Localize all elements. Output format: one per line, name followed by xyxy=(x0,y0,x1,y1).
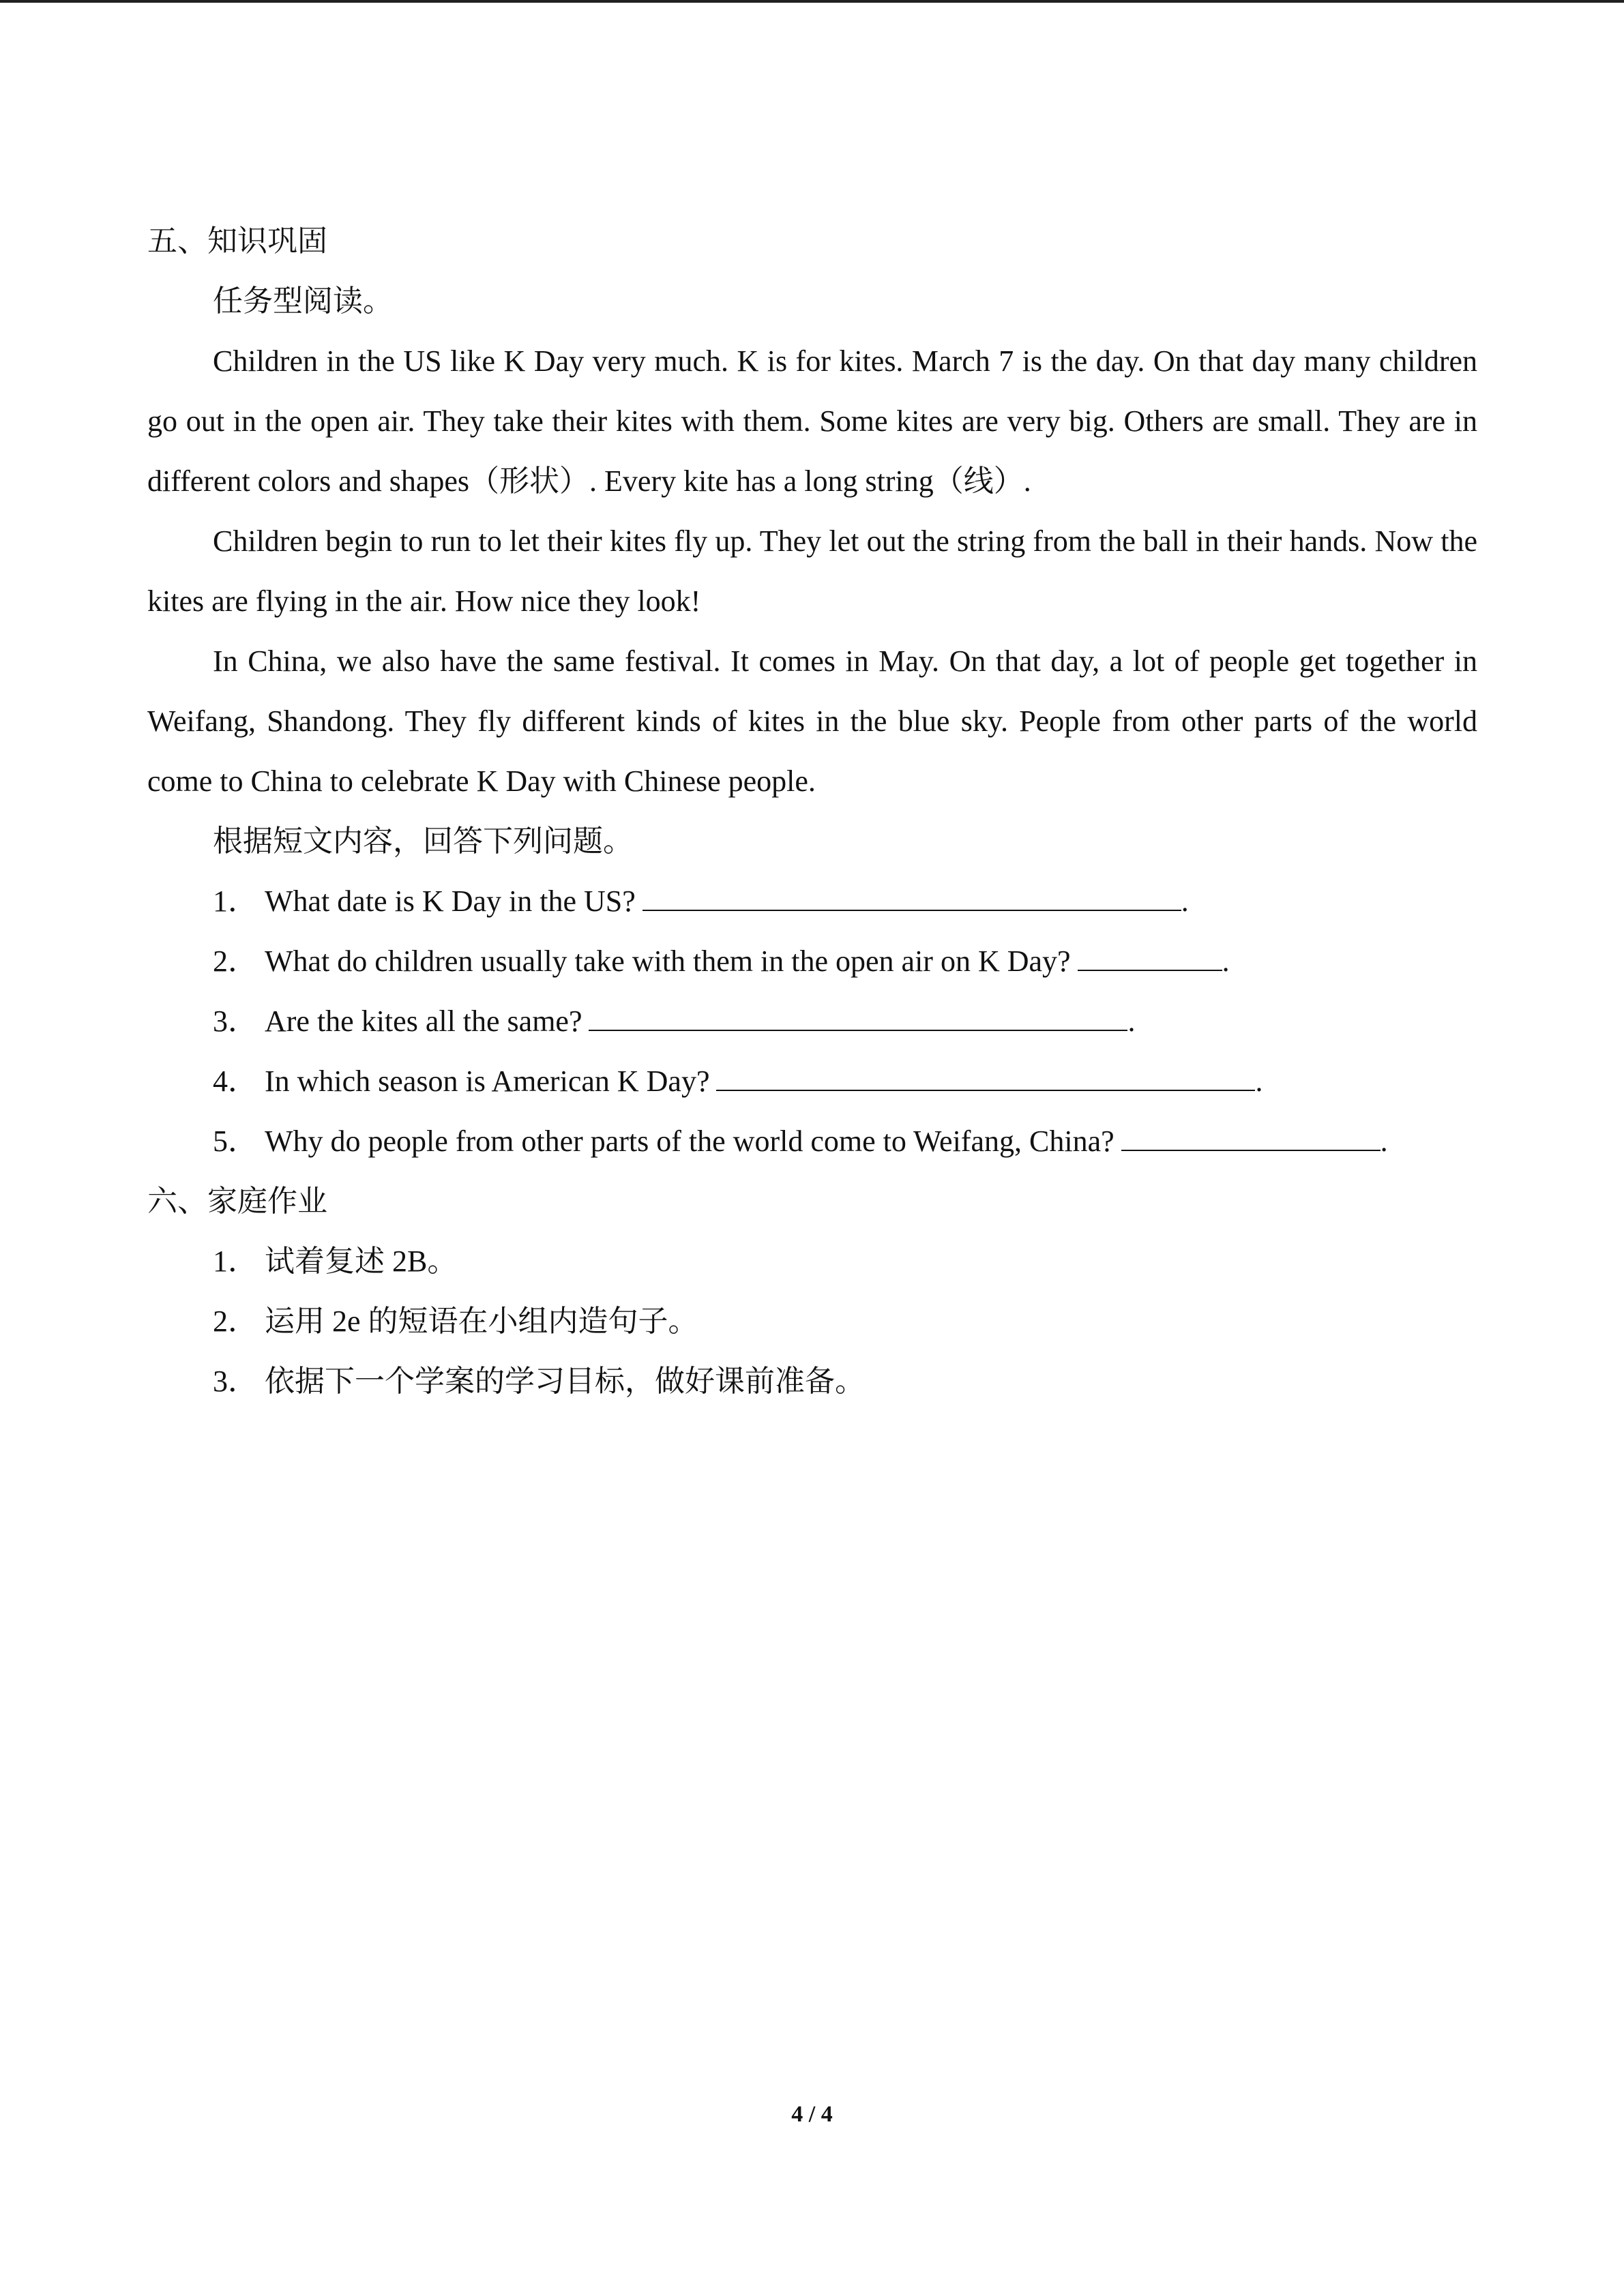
question-number: 4． xyxy=(213,1064,258,1098)
answer-blank-4[interactable] xyxy=(716,1064,1255,1091)
question-1 xyxy=(147,871,1477,931)
question-end-mark: . xyxy=(1380,1124,1388,1158)
homework-item-3 xyxy=(147,1352,1477,1412)
question-text: In which season is American K Day? xyxy=(265,1064,710,1098)
answer-blank-3[interactable] xyxy=(589,1004,1127,1031)
question-text: What do children usually take with them in the open air on K Day? xyxy=(265,944,1071,978)
question-number: 5． xyxy=(213,1124,258,1158)
homework-text: 试着复述 2B。 xyxy=(265,1244,458,1278)
homework-number: 1． xyxy=(213,1244,258,1278)
reading-paragraph-1: Children in the US like K Day very much. K is for kites. March 7 is the day. On that day many children go out in the open air. They take their kites with them. Some kites are very big. Others are small. They are in different colors and shapes（形状）. Every kite has a long string（线）. xyxy=(147,344,1477,498)
answer-blank-5[interactable] xyxy=(1121,1124,1381,1151)
answer-blank-2[interactable] xyxy=(1078,944,1222,971)
question-number: 1． xyxy=(213,884,258,918)
question-3 xyxy=(147,992,1477,1052)
homework-number: 3． xyxy=(213,1365,258,1398)
homework-number: 2． xyxy=(213,1304,258,1338)
question-end-mark: . xyxy=(1181,884,1189,918)
question-text: Why do people from other parts of the world come to Weifang, China? xyxy=(265,1124,1114,1158)
question-end-mark: . xyxy=(1222,944,1230,978)
question-end-mark: . xyxy=(1255,1064,1263,1098)
section-6-heading: 六、家庭作业 xyxy=(147,1184,327,1218)
document-page xyxy=(147,211,1477,1412)
reading-paragraph-2: Children begin to run to let their kites fly up. They let out the string from the ball in their hands. Now the kites are flying in the air. How nice they look! xyxy=(147,524,1477,618)
question-end-mark: . xyxy=(1127,1004,1136,1038)
question-5 xyxy=(147,1112,1477,1172)
task-reading-subheading: 任务型阅读。 xyxy=(213,284,393,318)
question-2 xyxy=(147,931,1477,992)
question-number: 3． xyxy=(213,1004,258,1038)
question-4 xyxy=(147,1052,1477,1112)
section-5-heading: 五、知识巩固 xyxy=(147,224,327,258)
reading-paragraph-3: In China, we also have the same festival. It comes in May. On that day, a lot of people get together in Weifang, Shandong. They fly different kinds of kites in the blue sky. People from other parts of the world come to China to celebrate K Day with Chinese people. xyxy=(147,644,1477,798)
page-number: 4 / 4 xyxy=(791,2102,833,2127)
top-border-line xyxy=(0,0,1624,3)
homework-item-2 xyxy=(147,1292,1477,1352)
question-text: Are the kites all the same? xyxy=(265,1004,582,1038)
homework-text: 运用 2e 的短语在小组内造句子。 xyxy=(265,1304,698,1338)
question-text: What date is K Day in the US? xyxy=(265,884,636,918)
homework-item-1 xyxy=(147,1232,1477,1292)
answer-blank-1[interactable] xyxy=(643,884,1181,911)
question-number: 2． xyxy=(213,944,258,978)
answer-instruction: 根据短文内容，回答下列问题。 xyxy=(213,824,633,858)
homework-text: 依据下一个学案的学习目标，做好课前准备。 xyxy=(265,1365,865,1398)
